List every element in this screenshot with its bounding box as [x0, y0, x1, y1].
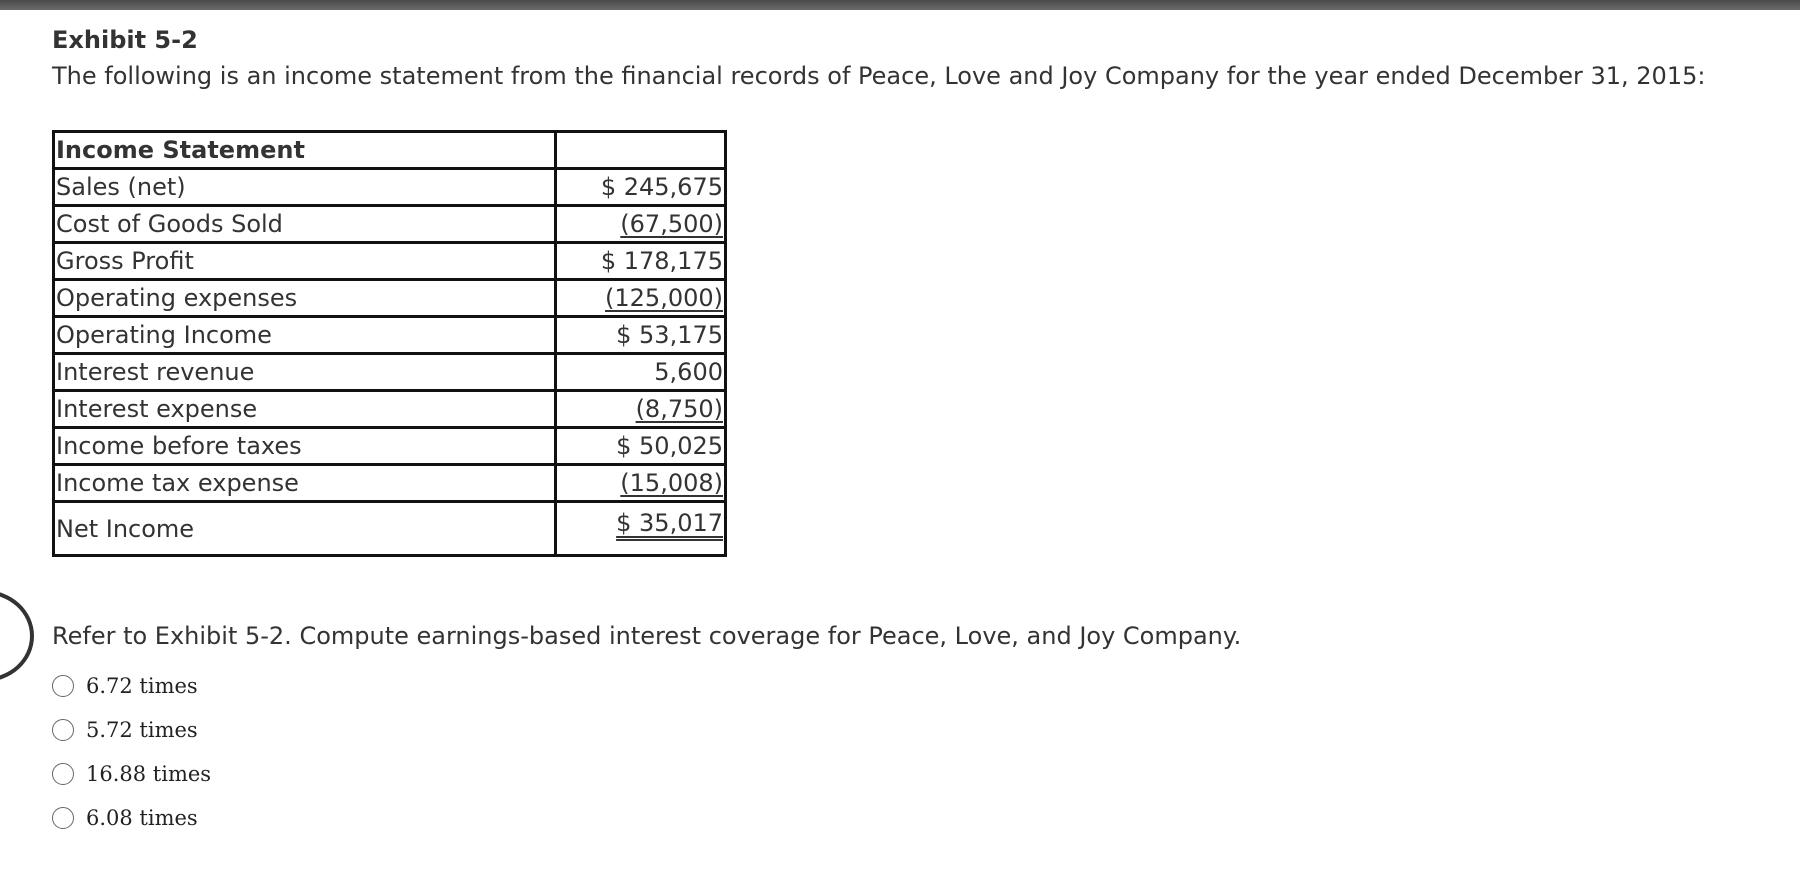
answer-option[interactable]	[52, 708, 211, 752]
table-row-total	[54, 502, 726, 556]
answer-option[interactable]	[52, 752, 211, 796]
row-amount: (15,008)	[556, 465, 726, 502]
exhibit-intro: The following is an income statement from the financial records of Peace, Love and Joy Company for the year ended December 31, 2015:	[52, 62, 1706, 90]
row-amount: (67,500)	[556, 206, 726, 243]
table-row	[54, 465, 726, 502]
row-amount: (125,000)	[556, 280, 726, 317]
answer-label: 5.72 times	[86, 718, 198, 742]
top-bar	[0, 0, 1800, 10]
answer-option[interactable]	[52, 796, 211, 840]
table-header: Income Statement	[54, 132, 556, 169]
answer-label: 16.88 times	[86, 762, 212, 786]
radio-button[interactable]	[52, 719, 74, 741]
row-label: Gross Profit	[54, 243, 556, 280]
row-amount: $ 53,175	[556, 317, 726, 354]
answer-label: 6.72 times	[86, 674, 198, 698]
row-label: Operating Income	[54, 317, 556, 354]
row-amount: $ 50,025	[556, 428, 726, 465]
table-header-row	[54, 132, 726, 169]
row-amount: $ 178,175	[556, 243, 726, 280]
table-row	[54, 428, 726, 465]
partial-circle-icon	[0, 590, 34, 682]
table-row	[54, 354, 726, 391]
table-row	[54, 317, 726, 354]
answer-label: 6.08 times	[86, 806, 198, 830]
table-row	[54, 206, 726, 243]
row-label: Sales (net)	[54, 169, 556, 206]
radio-button[interactable]	[52, 675, 74, 697]
answer-option[interactable]	[52, 664, 211, 708]
row-amount: (8,750)	[556, 391, 726, 428]
table-row	[54, 280, 726, 317]
table-row	[54, 243, 726, 280]
row-label: Net Income	[54, 502, 556, 556]
row-label: Interest expense	[54, 391, 556, 428]
row-label: Cost of Goods Sold	[54, 206, 556, 243]
exhibit-title: Exhibit 5-2	[52, 26, 198, 54]
row-label: Operating expenses	[54, 280, 556, 317]
income-statement-table	[52, 130, 727, 557]
row-amount: $ 245,675	[556, 169, 726, 206]
question-text: Refer to Exhibit 5-2. Compute earnings-based interest coverage for Peace, Love, and Joy Company.	[52, 622, 1242, 650]
radio-button[interactable]	[52, 763, 74, 785]
row-label: Interest revenue	[54, 354, 556, 391]
table-row	[54, 391, 726, 428]
row-label: Income before taxes	[54, 428, 556, 465]
row-label: Income tax expense	[54, 465, 556, 502]
answer-options	[52, 664, 211, 840]
radio-button[interactable]	[52, 807, 74, 829]
table-header-blank	[556, 132, 726, 169]
row-amount: $ 35,017	[556, 502, 726, 556]
row-amount: 5,600	[556, 354, 726, 391]
table-row	[54, 169, 726, 206]
